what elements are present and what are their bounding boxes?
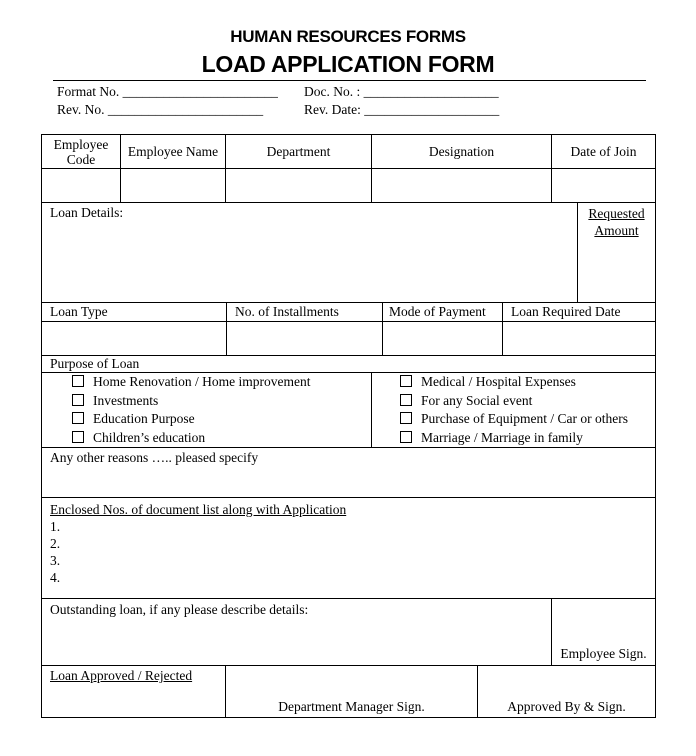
format-no-field[interactable]: Format No. _______________________ <box>57 84 278 99</box>
requested-amount-area[interactable] <box>578 203 656 303</box>
header-designation: Designation <box>372 135 552 169</box>
header-employee-name: Employee Name <box>121 135 226 169</box>
loan-type-input[interactable] <box>42 322 227 356</box>
checkbox-icon[interactable] <box>72 375 84 387</box>
outstanding-loan-label: Outstanding loan, if any please describe details: <box>50 602 309 617</box>
header-department: Department <box>226 135 372 169</box>
purpose-options-right <box>372 373 656 448</box>
date-of-join-input[interactable] <box>552 169 656 203</box>
employee-code-input[interactable] <box>42 169 121 203</box>
document-item-1[interactable]: 1. <box>50 519 61 534</box>
document-item-2[interactable]: 2. <box>50 536 61 551</box>
header-employee-code: Employee Code <box>42 135 121 169</box>
loan-approved-area[interactable] <box>42 666 226 718</box>
checkbox-icon[interactable] <box>400 375 412 387</box>
requested-amount-label: Requested <box>588 206 645 221</box>
designation-input[interactable] <box>372 169 552 203</box>
loan-required-date-input[interactable] <box>503 322 656 356</box>
requested-amount-label-2: Amount <box>594 223 639 238</box>
checkbox-icon[interactable] <box>72 412 84 424</box>
employee-name-input[interactable] <box>121 169 226 203</box>
document-item-3[interactable]: 3. <box>50 553 61 568</box>
checkbox-icon[interactable] <box>400 394 412 406</box>
form-subtitle: HUMAN RESOURCES FORMS <box>230 27 466 46</box>
purpose-options-left <box>42 373 372 448</box>
approved-sign-area[interactable] <box>478 666 656 718</box>
document-item-4[interactable]: 4. <box>50 570 61 585</box>
documents-label: Enclosed Nos. of document list along with Application <box>50 502 347 517</box>
purpose-option-marriage[interactable]: Marriage / Marriage in family <box>400 429 655 448</box>
checkbox-icon[interactable] <box>72 394 84 406</box>
documents-area[interactable] <box>42 498 656 599</box>
form-title: LOAD APPLICATION FORM <box>201 51 495 77</box>
loan-application-table <box>41 134 656 718</box>
loan-details-area[interactable] <box>42 203 578 303</box>
doc-no-field[interactable]: Doc. No. : ____________________ <box>304 84 499 99</box>
purpose-option-social[interactable]: For any Social event <box>400 392 655 411</box>
purpose-option-investments[interactable]: Investments <box>72 392 371 411</box>
checkbox-icon[interactable] <box>400 431 412 443</box>
installments-input[interactable] <box>227 322 383 356</box>
purpose-option-home[interactable]: Home Renovation / Home improvement <box>72 373 371 392</box>
header-mode-of-payment: Mode of Payment <box>383 303 503 322</box>
header-divider <box>53 80 646 81</box>
header-date-of-join: Date of Join <box>552 135 656 169</box>
header-installments: No. of Installments <box>227 303 383 322</box>
mode-of-payment-input[interactable] <box>383 322 503 356</box>
manager-sign-area[interactable] <box>226 666 478 718</box>
department-input[interactable] <box>226 169 372 203</box>
purpose-label: Purpose of Loan <box>42 356 656 373</box>
outstanding-loan-area[interactable] <box>42 599 552 666</box>
purpose-option-education[interactable]: Education Purpose <box>72 410 371 429</box>
employee-sign-label: Employee Sign. <box>560 646 647 661</box>
checkbox-icon[interactable] <box>72 431 84 443</box>
rev-no-field[interactable]: Rev. No. _______________________ <box>57 102 264 117</box>
purpose-option-medical[interactable]: Medical / Hospital Expenses <box>400 373 655 392</box>
header-loan-type: Loan Type <box>42 303 227 322</box>
employee-sign-area[interactable] <box>552 599 656 666</box>
manager-sign-label: Department Manager Sign. <box>278 699 425 714</box>
checkbox-icon[interactable] <box>400 412 412 424</box>
loan-details-label: Loan Details: <box>50 205 124 220</box>
purpose-option-children[interactable]: Children’s education <box>72 429 371 448</box>
other-reasons-area[interactable] <box>42 448 656 498</box>
rev-date-field[interactable]: Rev. Date: ____________________ <box>304 102 500 117</box>
header-loan-required-date: Loan Required Date <box>503 303 656 322</box>
other-reasons-label: Any other reasons ….. pleased specify <box>50 450 259 465</box>
approved-sign-label: Approved By & Sign. <box>507 699 626 714</box>
purpose-option-equipment[interactable]: Purchase of Equipment / Car or others <box>400 410 655 429</box>
loan-approved-label: Loan Approved / Rejected <box>50 668 193 683</box>
